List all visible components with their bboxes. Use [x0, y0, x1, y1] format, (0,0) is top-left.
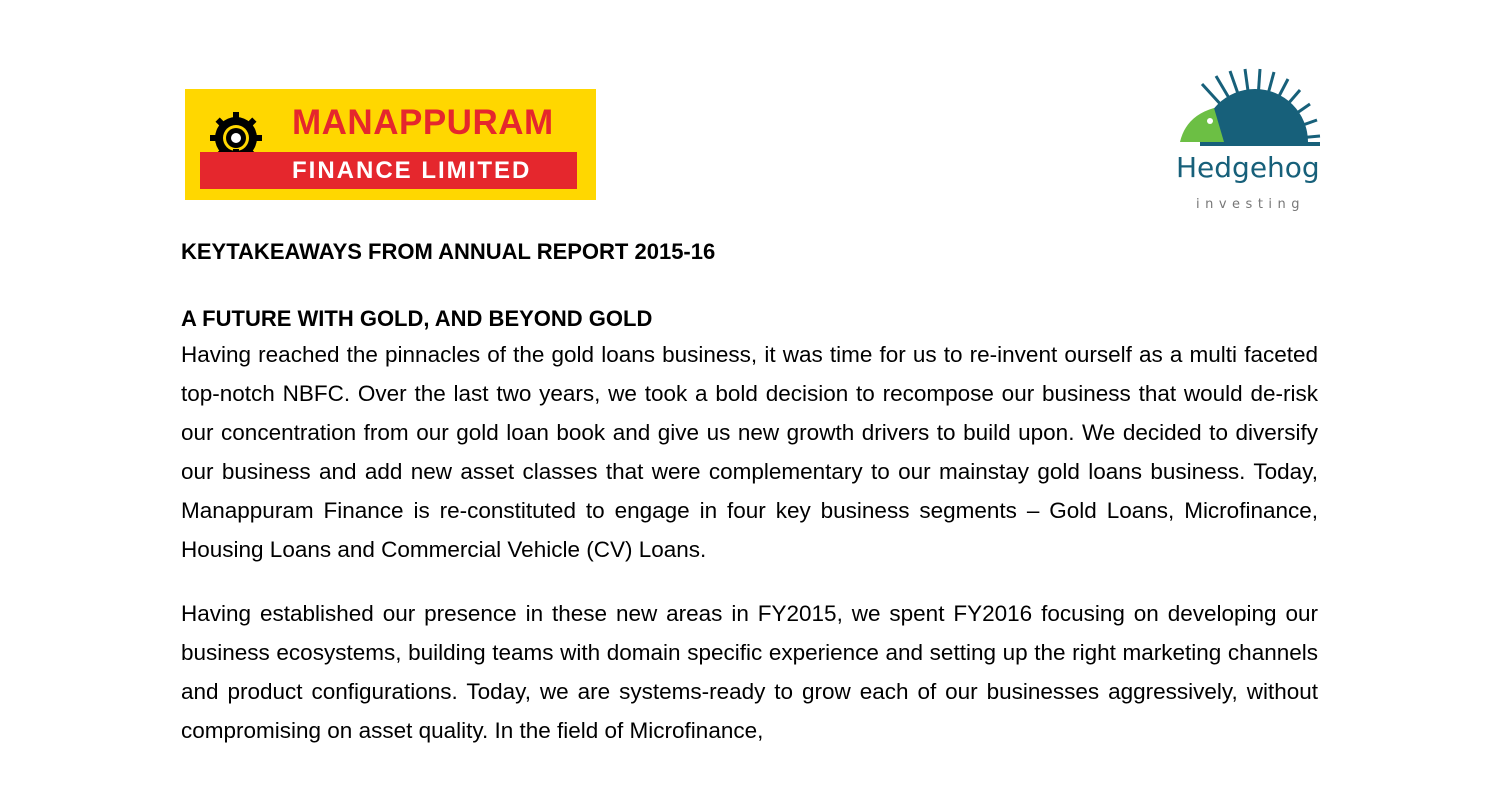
hedgehog-logo [1170, 66, 1330, 226]
hedgehog-icon [1170, 66, 1330, 156]
brand-name-line1: MANAPPURAM [292, 103, 554, 142]
hedgehog-brand-name: Hedgehog [1176, 151, 1320, 184]
document-body [181, 236, 1318, 750]
section-heading: A FUTURE WITH GOLD, AND BEYOND GOLD [181, 306, 653, 331]
brand-name-line2: FINANCE LIMITED [292, 157, 532, 184]
manappuram-logo [185, 89, 596, 200]
brand-band [200, 152, 577, 189]
hedgehog-tagline: investing [1196, 197, 1306, 212]
document-title: KEYTAKEAWAYS FROM ANNUAL REPORT 2015-16 [181, 239, 716, 264]
paragraph-2: Having established our presence in these new areas in FY2015, we spent FY2016 focusing on developing our business ecosystems, building teams with domain specific experience and setting up the right marketing channels and product configurations. Today, we are systems-ready to grow each of our businesses aggressively, without compromising on asset quality. In the field of Microfinance, [181, 601, 1318, 743]
paragraph-1: Having reached the pinnacles of the gold loans business, it was time for us to re-invent ourself as a multi faceted top-notch NBFC. Over the last two years, we took a bold decision to recompose our business that would de-risk our concentration from our gold loan book and give us new growth drivers to build upon. We decided to diversify our business and add new asset classes that were complementary to our mainstay gold loans business. Today, Manappuram Finance is re-constituted to engage in four key business segments – Gold Loans, Microfinance, Housing Loans and Commercial Vehicle (CV) Loans. [181, 342, 1318, 562]
